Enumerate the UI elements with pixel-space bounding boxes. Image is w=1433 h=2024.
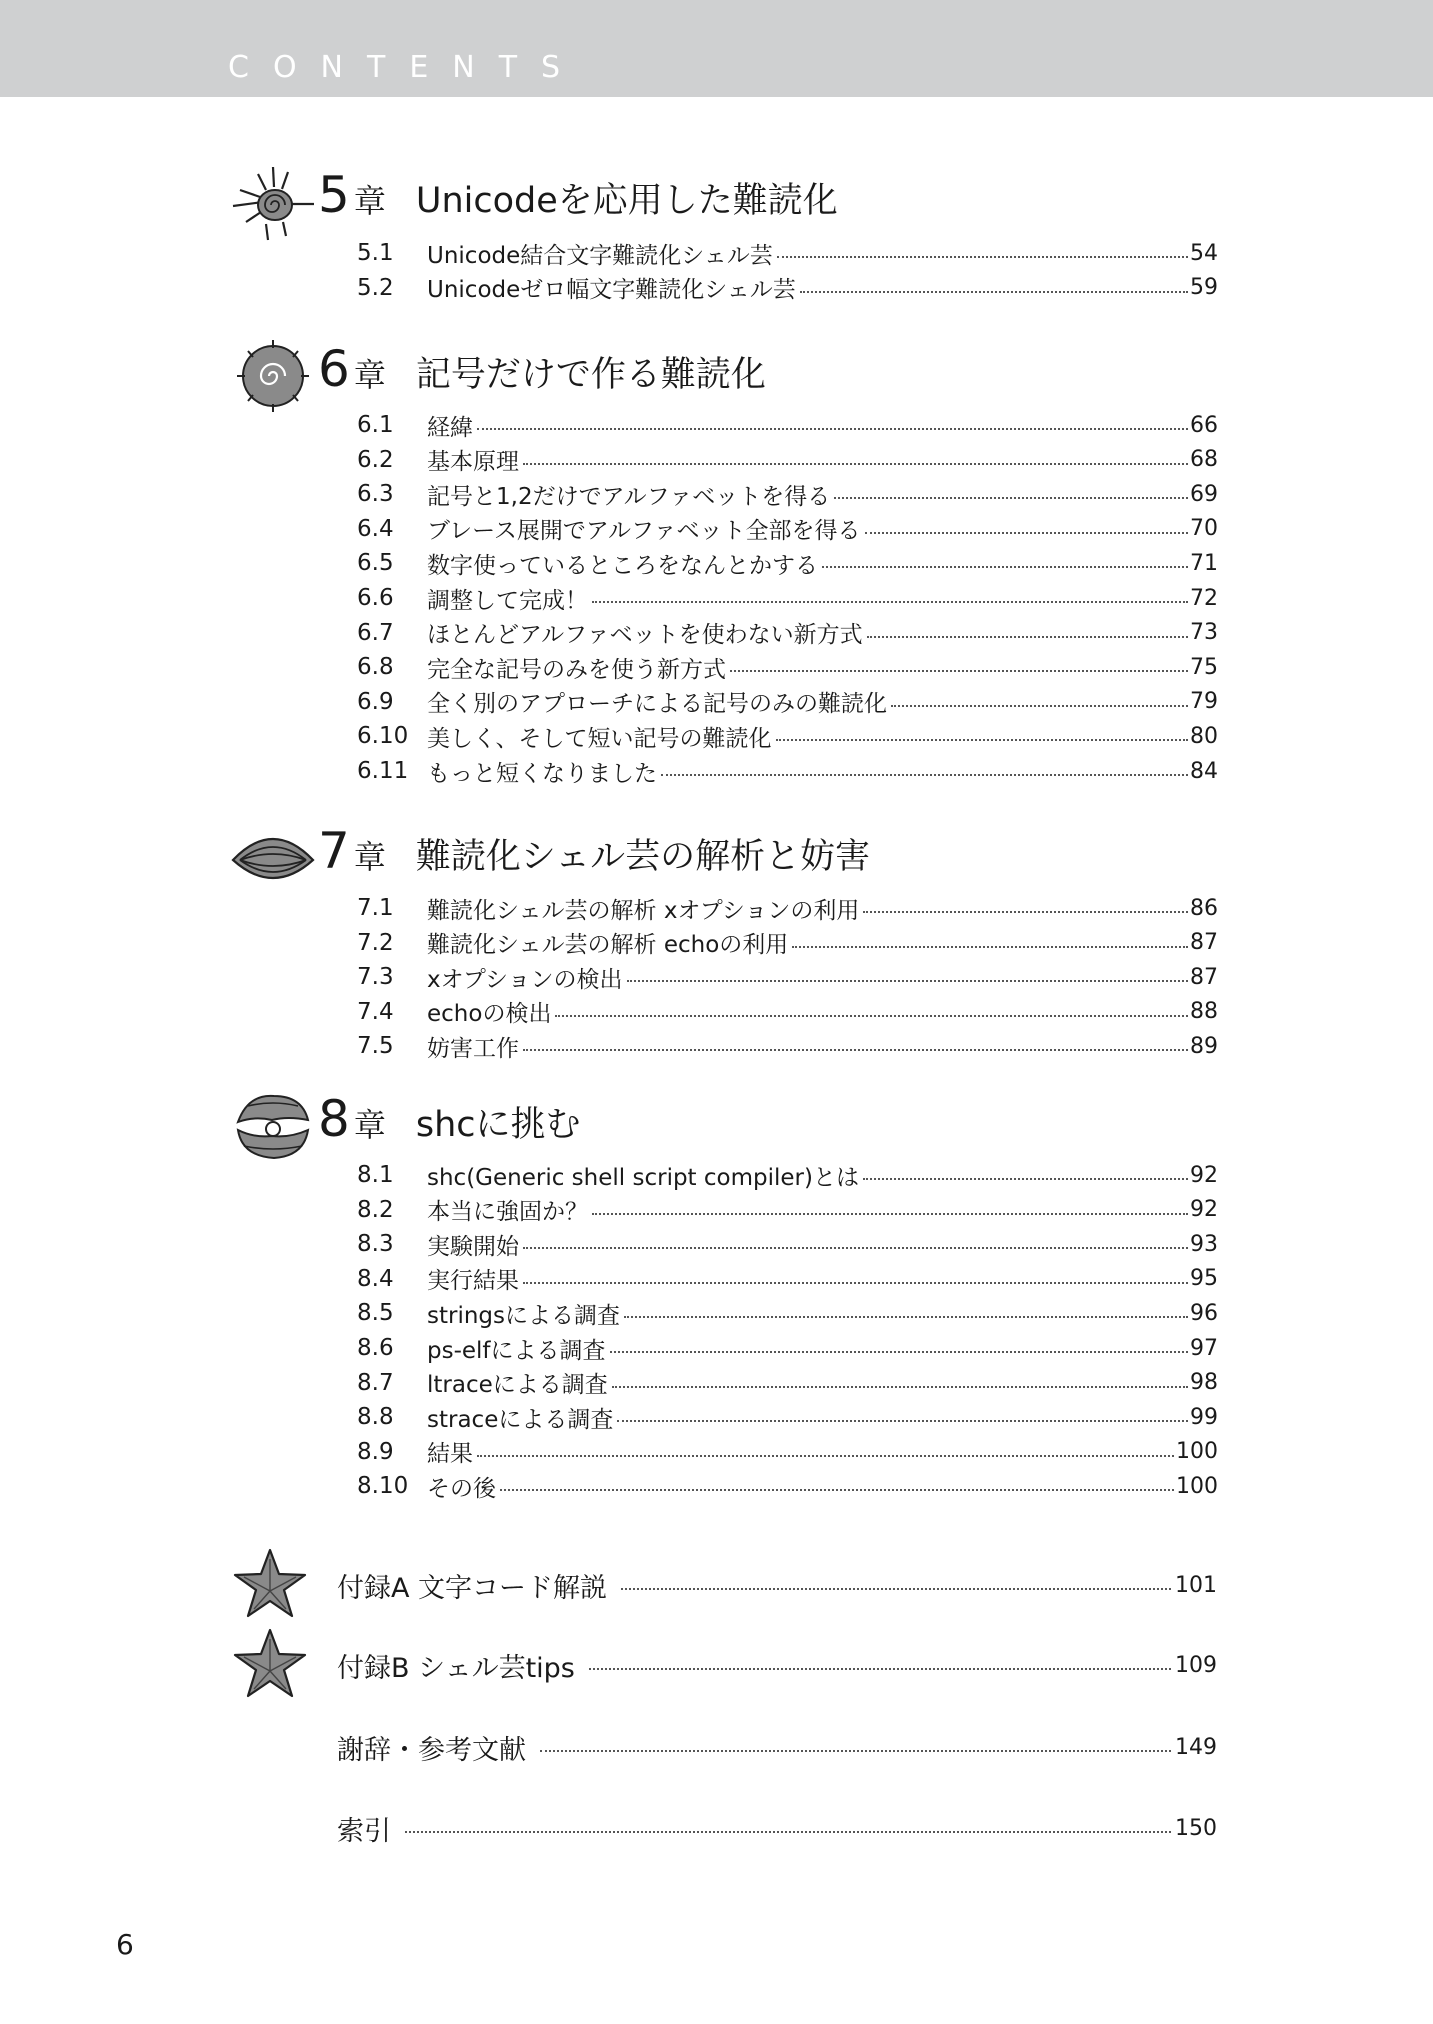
section-number: 6.6: [357, 585, 394, 611]
section-page: 71: [1190, 550, 1218, 576]
toc-section-row[interactable]: [357, 1193, 1218, 1227]
toc-section-row[interactable]: [357, 1227, 1218, 1261]
appendix-title: 付録A 文字コード解説: [337, 1572, 608, 1604]
toc-section-row[interactable]: [357, 512, 1218, 546]
toc-section-row[interactable]: [357, 1400, 1218, 1434]
section-title: 全く別のアプローチによる記号のみの難読化: [427, 691, 887, 718]
section-title: 実験開始: [427, 1233, 519, 1260]
section-number: 7.2: [357, 929, 394, 956]
section-number: 8.8: [357, 1404, 394, 1431]
section-page: 89: [1190, 1033, 1218, 1059]
toc-section-row[interactable]: [357, 685, 1218, 719]
dot-leader: [523, 1247, 1188, 1249]
section-number: 7.1: [357, 895, 394, 921]
appendix-page: 101: [1175, 1572, 1217, 1598]
toc-section-row[interactable]: [357, 1469, 1218, 1503]
dot-leader: [617, 1420, 1188, 1422]
dot-leader: [863, 1178, 1188, 1180]
section-number: 6.11: [357, 758, 409, 784]
section-title: echoの検出: [427, 1001, 552, 1028]
section-title: ほとんどアルファベットを使わない新方式: [427, 622, 863, 649]
section-number: 5.2: [357, 274, 394, 301]
chapter-heading[interactable]: [318, 340, 766, 398]
toc-appendix-row[interactable]: [337, 1565, 1217, 1605]
toc-section-row[interactable]: [357, 546, 1218, 580]
chapter-number: 5: [318, 166, 350, 224]
section-page: 59: [1190, 275, 1218, 301]
chapter-label: 章: [353, 1106, 386, 1144]
section-number: 8.1: [357, 1162, 394, 1188]
chapter-title: 難読化シェル芸の解析と妨害: [415, 837, 871, 877]
dot-leader: [624, 1316, 1188, 1318]
section-number: 6.8: [357, 654, 394, 681]
section-number: 8.10: [357, 1473, 409, 1500]
section-number: 8.4: [357, 1265, 394, 1292]
section-number: 6.3: [357, 481, 394, 508]
appendix-page: 150: [1175, 1815, 1217, 1841]
appendix-page: 109: [1175, 1652, 1217, 1678]
chapter-number: 6: [318, 340, 350, 398]
dot-leader: [523, 463, 1188, 465]
dot-leader: [834, 497, 1188, 499]
section-number: 6.5: [357, 550, 394, 577]
section-title: 基本原理: [427, 449, 519, 476]
chapter-label: 章: [353, 838, 386, 876]
section-title: もっと短くなりました: [427, 760, 657, 787]
toc-section-row[interactable]: [357, 926, 1218, 960]
chapter-heading[interactable]: [318, 166, 838, 224]
dot-leader: [863, 911, 1188, 913]
dot-leader: [500, 1489, 1174, 1491]
section-page: 88: [1190, 999, 1218, 1025]
dot-leader: [891, 705, 1188, 707]
section-page: 87: [1190, 964, 1218, 990]
dot-leader: [777, 256, 1188, 258]
section-title: 妨害工作: [427, 1035, 519, 1062]
section-page: 92: [1190, 1162, 1218, 1188]
section-number: 6.4: [357, 515, 394, 542]
section-title: 本当に強固か？: [427, 1199, 588, 1226]
dot-leader: [822, 566, 1188, 568]
dot-leader: [555, 1015, 1188, 1017]
toc-section-row[interactable]: [357, 477, 1218, 511]
section-title: 結果: [427, 1441, 473, 1468]
dot-leader: [621, 1588, 1171, 1590]
section-title: 経緯: [427, 414, 473, 441]
toc-appendix-row[interactable]: [337, 1645, 1217, 1685]
starfish-icon: [232, 1627, 308, 1699]
chapter-heading[interactable]: [318, 822, 870, 880]
section-title: 難読化シェル芸の解析 echoの利用: [427, 932, 789, 959]
dot-leader: [592, 1213, 1188, 1215]
chapter-number: 8: [318, 1090, 350, 1148]
section-page: 95: [1190, 1266, 1218, 1292]
section-page: 73: [1190, 620, 1218, 646]
toc-section-row[interactable]: [357, 616, 1218, 650]
section-title: Unicode結合文字難読化シェル芸: [427, 242, 773, 269]
dot-leader: [865, 532, 1188, 534]
section-page: 79: [1190, 689, 1218, 715]
chapter-title: 記号だけで作る難読化: [415, 355, 766, 395]
dot-leader: [477, 1455, 1174, 1457]
section-title: Unicodeゼロ幅文字難読化シェル芸: [427, 277, 796, 304]
chapter-title: Unicodeを応用した難読化: [415, 181, 838, 221]
section-title: shc(Generic shell script compiler)とは: [427, 1164, 859, 1191]
section-number: 6.7: [357, 619, 394, 646]
section-number: 8.7: [357, 1369, 394, 1396]
dot-leader: [610, 1351, 1188, 1353]
toc-section-row[interactable]: [357, 1331, 1218, 1365]
chapter-label: 章: [353, 356, 386, 394]
section-number: 8.6: [357, 1335, 394, 1361]
toc-section-row[interactable]: [357, 1435, 1218, 1469]
toc-section-row[interactable]: [357, 719, 1218, 753]
chapter-title: shcに挑む: [415, 1105, 581, 1145]
section-title: 難読化シェル芸の解析 xオプションの利用: [427, 897, 860, 924]
chapter-number: 7: [318, 822, 350, 880]
dot-leader: [776, 739, 1188, 741]
section-page: 99: [1190, 1404, 1218, 1430]
toc-section-row[interactable]: [357, 1296, 1218, 1330]
page-number: 6: [116, 1928, 134, 1961]
section-title: ブレース展開でアルファベット全部を得る: [427, 518, 861, 545]
toc-section-row[interactable]: [357, 408, 1218, 442]
section-number: 8.5: [357, 1300, 394, 1327]
section-title: 調整して完成！: [427, 587, 588, 614]
section-number: 6.2: [357, 446, 394, 473]
section-page: 97: [1190, 1335, 1218, 1361]
section-title: ps-elfによる調査: [427, 1337, 606, 1364]
section-title: stringsによる調査: [427, 1302, 621, 1329]
section-title: ltraceによる調査: [427, 1372, 608, 1399]
appendix-title: 謝辞・参考文献: [337, 1734, 526, 1766]
dot-leader: [589, 1668, 1171, 1670]
chapter-heading[interactable]: [318, 1090, 581, 1148]
section-title: 数字使っているところをなんとかする: [427, 552, 818, 579]
section-title: その後: [427, 1475, 496, 1502]
section-title: straceによる調査: [427, 1406, 614, 1433]
dot-leader: [730, 670, 1188, 672]
sea-urchin-shell-icon: [228, 336, 318, 416]
toc-section-row[interactable]: [357, 1262, 1218, 1296]
section-page: 72: [1190, 585, 1218, 611]
toc-section-row[interactable]: [357, 1029, 1218, 1063]
section-title: 完全な記号のみを使う新方式: [427, 656, 726, 683]
starfish-icon: [232, 1547, 308, 1619]
toc-section-row[interactable]: [357, 1366, 1218, 1400]
clam-shell-icon: [228, 818, 318, 898]
section-page: 68: [1190, 447, 1218, 473]
section-number: 7.3: [357, 964, 394, 991]
toc-section-row[interactable]: [357, 271, 1218, 305]
toc-section-row[interactable]: [357, 443, 1218, 477]
section-page: 66: [1190, 412, 1218, 438]
spiny-shell-icon: [228, 162, 318, 242]
dot-leader: [612, 1386, 1188, 1388]
dot-leader: [792, 946, 1188, 948]
section-number: 7.5: [357, 1033, 394, 1060]
section-page: 87: [1190, 930, 1218, 956]
section-page: 93: [1190, 1231, 1218, 1257]
toc-appendix-row[interactable]: [337, 1808, 1217, 1848]
section-number: 8.9: [357, 1438, 394, 1465]
toc-section-row[interactable]: [357, 960, 1218, 994]
dot-leader: [477, 428, 1188, 430]
toc-section-row[interactable]: [357, 650, 1218, 684]
section-title: 記号と1,2だけでアルファベットを得る: [427, 483, 831, 510]
toc-section-row[interactable]: [357, 236, 1218, 270]
section-title: 実行結果: [427, 1268, 519, 1295]
oyster-pearl-icon: [228, 1086, 318, 1166]
section-page: 54: [1190, 240, 1218, 266]
section-page: 100: [1176, 1439, 1218, 1465]
section-number: 6.10: [357, 723, 409, 750]
section-page: 75: [1190, 654, 1218, 680]
section-page: 86: [1190, 895, 1218, 921]
toc-section-row[interactable]: [357, 891, 1218, 925]
section-page: 80: [1190, 723, 1218, 749]
dot-leader: [661, 774, 1188, 776]
section-number: 6.9: [357, 688, 394, 715]
dot-leader: [867, 636, 1188, 638]
section-page: 98: [1190, 1370, 1218, 1396]
dot-leader: [592, 601, 1188, 603]
dot-leader: [540, 1750, 1171, 1752]
section-number: 8.3: [357, 1231, 394, 1258]
section-number: 8.2: [357, 1196, 394, 1223]
toc-section-row[interactable]: [357, 581, 1218, 615]
chapter-label: 章: [353, 182, 386, 220]
section-number: 6.1: [357, 412, 394, 438]
appendix-title: 索引: [337, 1815, 391, 1847]
dot-leader: [523, 1282, 1188, 1284]
page-header-title: CONTENTS: [228, 50, 585, 85]
section-page: 92: [1190, 1197, 1218, 1223]
section-page: 100: [1176, 1473, 1218, 1499]
toc-section-row[interactable]: [357, 754, 1218, 788]
section-page: 84: [1190, 758, 1218, 784]
section-page: 69: [1190, 481, 1218, 507]
section-title: xオプションの検出: [427, 966, 623, 993]
appendix-page: 149: [1175, 1734, 1217, 1760]
appendix-title: 付録B シェル芸tips: [337, 1652, 575, 1684]
dot-leader: [523, 1049, 1188, 1051]
section-title: 美しく、そして短い記号の難読化: [427, 725, 772, 752]
toc-section-row[interactable]: [357, 995, 1218, 1029]
section-number: 5.1: [357, 240, 394, 266]
section-page: 70: [1190, 516, 1218, 542]
toc-section-row[interactable]: [357, 1158, 1218, 1192]
section-page: 96: [1190, 1300, 1218, 1326]
dot-leader: [405, 1831, 1171, 1833]
toc-appendix-row[interactable]: [337, 1727, 1217, 1767]
dot-leader: [627, 980, 1188, 982]
dot-leader: [800, 291, 1188, 293]
header-band: [0, 0, 1433, 97]
section-number: 7.4: [357, 998, 394, 1025]
